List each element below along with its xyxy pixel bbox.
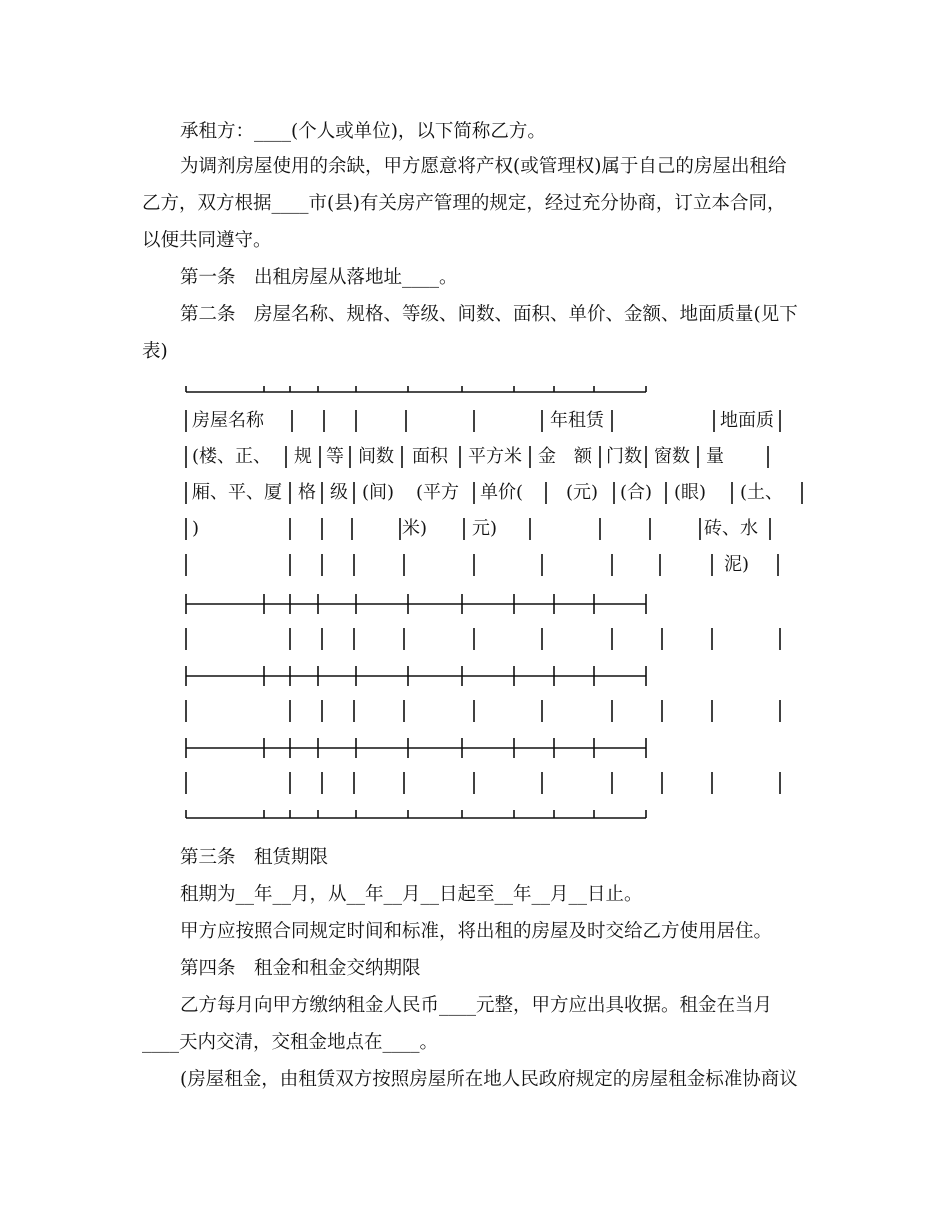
header-windows: 窗数 xyxy=(654,446,690,467)
header-grade-2: 级 xyxy=(330,482,348,503)
article-3: 第三条 租赁期限 xyxy=(180,847,329,868)
room-spec-table xyxy=(180,382,810,822)
paragraph-rent-note: (房屋租金，由租赁双方按照房屋所在地人民政府规定的房屋租金标准协商议 xyxy=(180,1069,798,1090)
paragraph-lessee: 承租方：____(个人或单位)，以下简称乙方。 xyxy=(180,121,546,142)
header-annual-rent: 年租赁 xyxy=(550,410,604,431)
header-area-unit-1: (平方 xyxy=(416,482,460,503)
paragraph-rent-line1: 乙方每月向甲方缴纳租金人民币____元整，甲方应出具收据。租金在当月 xyxy=(180,995,773,1016)
header-unit-price-2: 元) xyxy=(472,518,498,539)
article-1: 第一条 出租房屋从落地址____。 xyxy=(180,267,458,288)
header-doors: 门数 xyxy=(606,446,642,467)
paragraph-rent-line2: ____天内交清，交租金地点在____。 xyxy=(142,1032,439,1053)
article-2-line2: 表) xyxy=(142,341,168,362)
header-area: 面积 xyxy=(412,446,448,467)
header-rooms: 间数 xyxy=(358,446,394,467)
header-floor-quality: 地面质 xyxy=(720,410,774,431)
header-sqm: 平方米 xyxy=(468,446,522,467)
header-floor-material-3: 泥) xyxy=(724,554,750,575)
paragraph-intro-line1: 为调剂房屋使用的余缺，甲方愿意将产权(或管理权)属于自己的房屋出租给 xyxy=(180,156,787,177)
header-doors-unit: (合) xyxy=(620,482,653,503)
header-room-type-3: ) xyxy=(192,518,200,539)
header-room-type-1: (楼、正、 xyxy=(192,446,272,467)
paragraph-lease-term: 租期为__年__月，从__年__月__日起至__年__月__日止。 xyxy=(180,884,643,905)
header-area-unit-2: 米) xyxy=(402,518,428,539)
header-windows-unit: (眼) xyxy=(674,482,707,503)
header-floor-material-2: 砖、水 xyxy=(704,518,758,539)
paragraph-intro-line3: 以便共同遵守。 xyxy=(142,230,272,251)
paragraph-handover: 甲方应按照合同规定时间和标准，将出租的房屋及时交给乙方使用居住。 xyxy=(180,921,773,942)
article-4: 第四条 租金和租金交纳期限 xyxy=(180,958,421,979)
header-grade-1: 等 xyxy=(326,446,344,467)
header-rooms-unit: (间) xyxy=(362,482,395,503)
header-room-type-2: 厢、平、厦 xyxy=(192,482,282,503)
header-amount: 金 额 xyxy=(538,446,592,467)
header-quantity: 量 xyxy=(706,446,724,467)
header-spec-1: 规 xyxy=(294,446,312,467)
header-amount-unit: (元) xyxy=(566,482,599,503)
paragraph-intro-line2: 乙方，双方根据____市(县)有关房产管理的规定，经过充分协商，订立本合同， xyxy=(142,193,786,214)
header-spec-2: 格 xyxy=(298,482,316,503)
header-unit-price-1: 单价( xyxy=(480,482,524,503)
article-2-line1: 第二条 房屋名称、规格、等级、间数、面积、单价、金额、地面质量(见下 xyxy=(180,304,798,325)
header-room-name: 房屋名称 xyxy=(192,410,264,431)
header-floor-material-1: (土、 xyxy=(740,482,784,503)
